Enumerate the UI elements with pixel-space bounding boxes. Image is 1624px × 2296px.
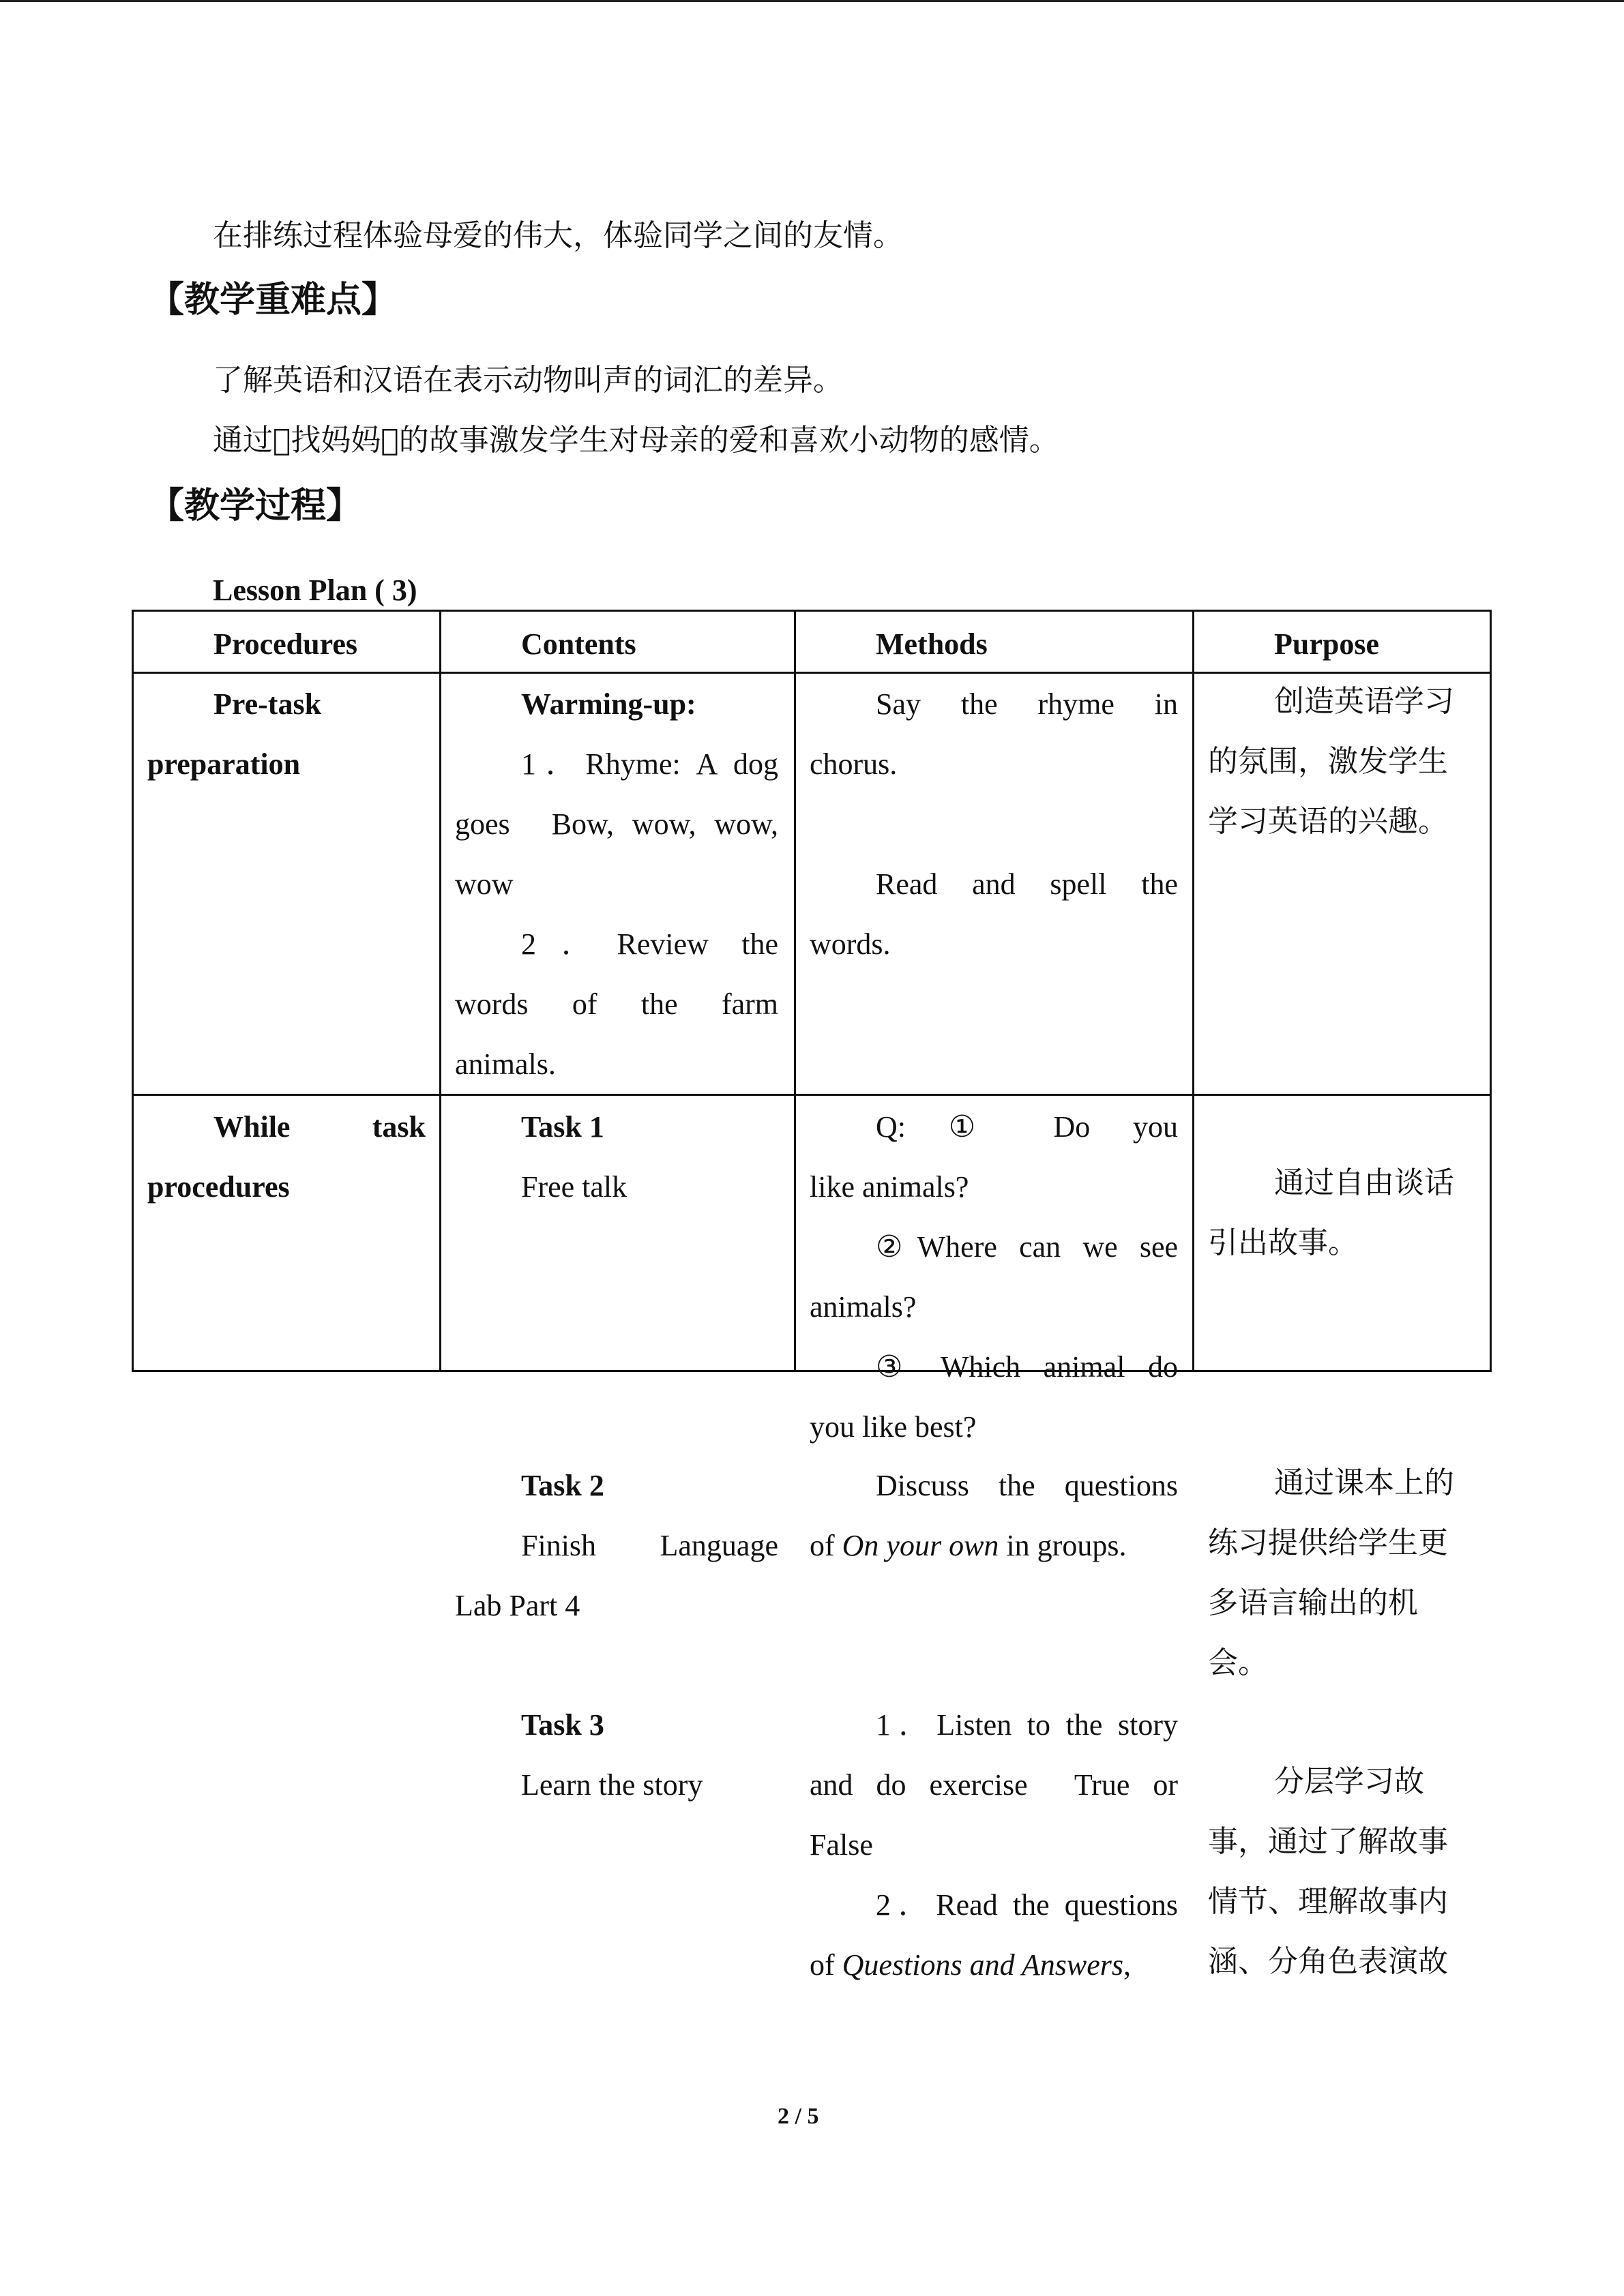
contents-line: words of the farm	[455, 987, 778, 1021]
purpose-line: 分层学习故	[1274, 1764, 1424, 1799]
pretask-procedure-line: Pre-task	[213, 687, 322, 721]
purpose-line: 的氛围，激发学生	[1208, 744, 1448, 779]
task2-purpose-cell	[1208, 1453, 1478, 1693]
column-divider	[439, 612, 441, 1370]
row-divider	[134, 1094, 1490, 1096]
methods-line: ③ Which animal do	[876, 1350, 1178, 1384]
task2-sub-line: Finish Language	[521, 1529, 778, 1562]
methods-line: Read and spell the	[876, 867, 1178, 901]
purpose-line: 通过自由谈话	[1274, 1165, 1454, 1200]
table-caption: Lesson Plan ( 3)	[213, 573, 417, 607]
contents-line: animals.	[455, 1047, 556, 1081]
column-divider	[1192, 612, 1194, 1370]
task3-sub: Learn the story	[521, 1768, 703, 1802]
methods-text: of	[810, 1948, 842, 1982]
spacer	[810, 794, 1178, 854]
task1-methods-cell	[810, 1097, 1178, 1457]
methods-line: like animals?	[810, 1170, 969, 1204]
task2-sub-line: Lab Part 4	[455, 1589, 580, 1622]
purpose-line: 多语言输出的机	[1208, 1585, 1418, 1620]
task2-methods-cell	[810, 1456, 1178, 1576]
intro-line: 在排练过程体验母爱的伟大，体验同学之间的友情。	[213, 218, 903, 253]
contents-line: wow 	[455, 867, 537, 901]
methods-line: words.	[810, 927, 891, 961]
methods-italic: On your own	[842, 1529, 999, 1562]
methods-line: 2．Read the questions	[876, 1888, 1178, 1922]
methods-line: Say the rhyme in	[876, 687, 1178, 721]
contents-line: 2．Review the	[521, 927, 778, 961]
methods-line: and do exercise  True or	[810, 1768, 1178, 1802]
header-procedures: Procedures	[213, 627, 357, 661]
lesson-plan-table	[132, 610, 1492, 1982]
purpose-line: 引出故事。	[1208, 1225, 1358, 1260]
purpose-line: 情节、理解故事内	[1208, 1884, 1448, 1919]
header-contents: Contents	[521, 627, 636, 661]
heading-process: 【教学过程】	[149, 486, 362, 526]
task2-title: Task 2	[521, 1469, 604, 1502]
task3-contents-cell	[455, 1695, 778, 1815]
column-divider	[794, 612, 796, 1370]
task3-methods-cell	[810, 1695, 1178, 1995]
task3-purpose-cell	[1208, 1752, 1478, 1992]
header-purpose: Purpose	[1274, 627, 1379, 661]
pretask-methods-cell	[810, 674, 1178, 974]
purpose-line: 练习提供给学生更	[1208, 1525, 1448, 1560]
page-number: 2 / 5	[778, 2104, 819, 2129]
methods-line: False 	[810, 1828, 897, 1862]
page-top-border	[0, 0, 1624, 2]
pretask-contents-cell	[455, 674, 778, 1094]
purpose-line: 创造英语学习	[1274, 684, 1454, 719]
contents-line: goes  Bow, wow, wow,	[455, 807, 778, 841]
key-point-line-1: 了解英语和汉语在表示动物叫声的词汇的差异。	[213, 363, 843, 398]
purpose-line: 学习英语的兴趣。	[1208, 804, 1448, 839]
methods-line: chorus.	[810, 747, 898, 781]
contents-line: 1．Rhyme: A dog	[521, 747, 778, 781]
methods-line	[810, 1516, 1178, 1576]
methods-italic: Questions and Answers	[842, 1948, 1123, 1982]
whiletask-contents-cell	[455, 1097, 778, 1217]
pretask-procedure-line: preparation	[147, 747, 301, 781]
key-point-line-2: 通过 找妈妈 的故事激发学生对母亲的爱和喜欢小动物的感情。	[213, 423, 1059, 458]
whiletask-procedure-cell	[147, 1097, 426, 1217]
methods-line: 1．Listen to the story	[876, 1708, 1178, 1742]
methods-line: Q: ① Do you	[876, 1110, 1178, 1144]
methods-line: you like best?	[810, 1410, 977, 1444]
methods-line: animals?	[810, 1290, 917, 1324]
purpose-line: 通过课本上的	[1274, 1465, 1454, 1500]
methods-text: in groups.	[999, 1529, 1127, 1562]
pretask-purpose-cell	[1208, 672, 1478, 852]
pretask-procedure-cell	[147, 674, 426, 794]
warming-up-title: Warming-up:	[521, 687, 696, 721]
methods-line: ②Where can we see	[876, 1230, 1178, 1264]
task1-sub: Free talk	[521, 1170, 628, 1204]
methods-text: ,	[1123, 1948, 1131, 1982]
header-methods: Methods	[876, 627, 988, 661]
task1-purpose-cell	[1208, 1153, 1478, 1273]
task3-title: Task 3	[521, 1708, 604, 1742]
purpose-line: 涵、分角色表演故	[1208, 1944, 1448, 1979]
task2-contents-cell	[455, 1456, 778, 1636]
purpose-line: 事，通过了解故事	[1208, 1824, 1448, 1859]
methods-line: Discuss the questions	[876, 1469, 1178, 1502]
whiletask-procedure-line: While task	[213, 1110, 426, 1144]
heading-key-points: 【教学重难点】	[149, 280, 398, 320]
methods-text: of	[810, 1529, 842, 1562]
methods-line	[810, 1935, 1178, 1995]
task1-title: Task 1	[521, 1110, 604, 1144]
whiletask-procedure-line: procedures	[147, 1170, 290, 1204]
purpose-line: 会。	[1208, 1645, 1268, 1680]
